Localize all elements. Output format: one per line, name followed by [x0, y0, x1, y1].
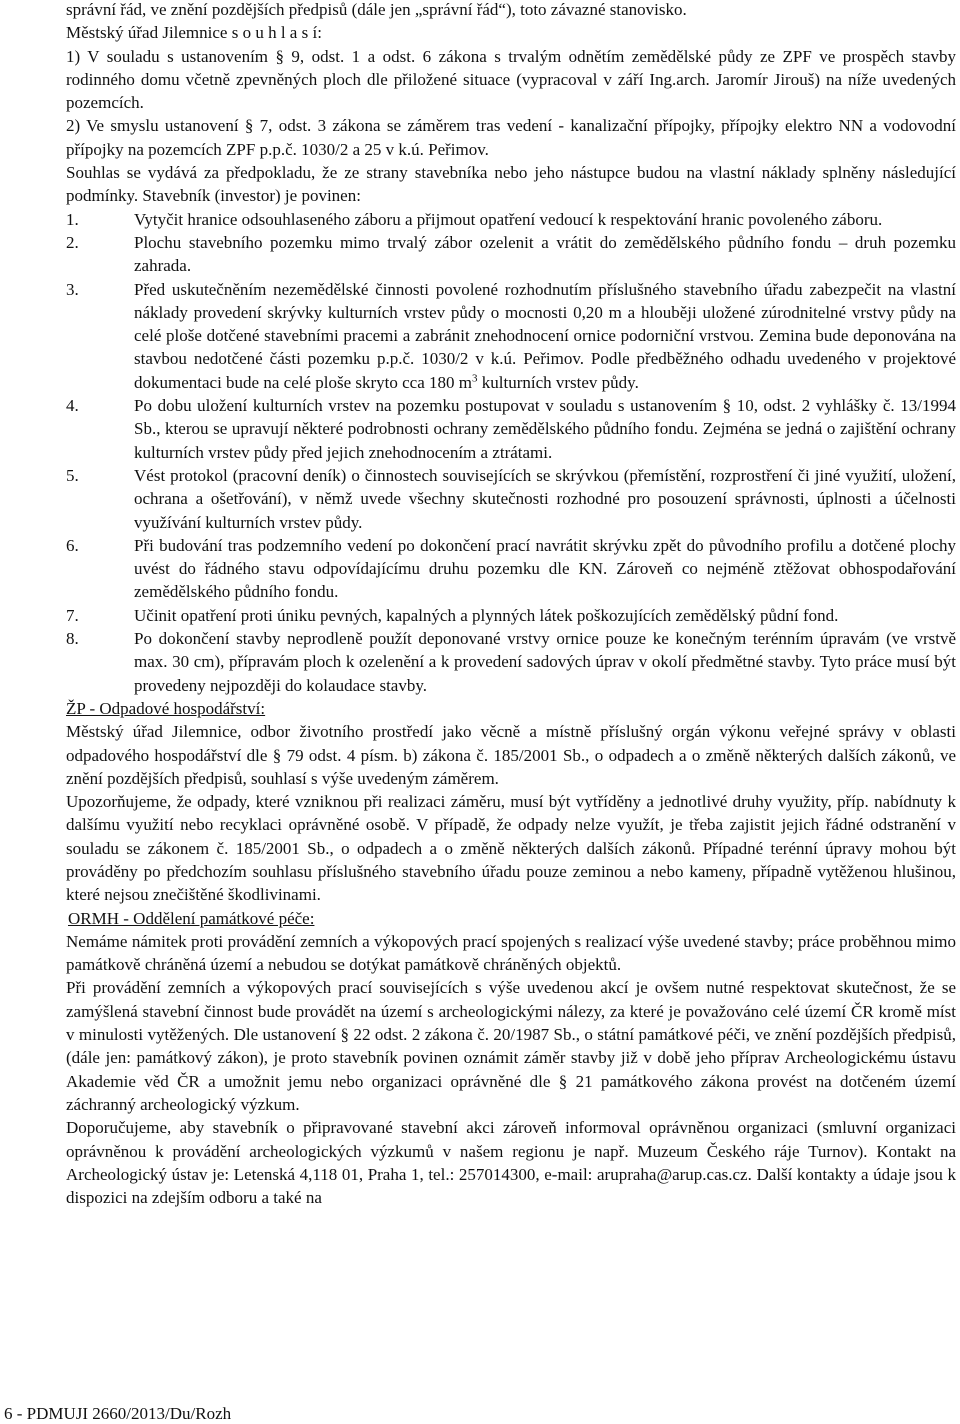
conditions-list: [66, 208, 956, 697]
conditions-intro: Souhlas se vydává za předpokladu, že ze strany stavebníka nebo jeho nástupce budou na vlastní náklady splněny následující podmínky. Stavebník (investor) je povinen:: [66, 163, 956, 206]
condition-item: 6. Při budování tras podzemního vedení po dokončení prací navrátit skrývku zpět do původního profilu a dotčené plochy uvést do řádného stavu odpovídajícímu druhu pozemku dle KN. Zároveň co nejméně ztěžovat obhospodařování zemědělského půdního fondu.: [66, 535, 956, 602]
page-footer-reference: 6 - PDMUJI 2660/2013/Du/Rozh: [4, 1404, 232, 1423]
condition-item: 5. Vést protokol (pracovní deník) o činnostech souvisejících se skrývkou (přemístění, rozprostření či jiné využití, uložení, ochrana a ošetřování), v němž uvede všechny skutečnosti rozhodné pro posouzení správnosti, úplnosti a účelnosti využívání kulturních vrstev půdy.: [66, 465, 956, 532]
waste-heading: ŽP - Odpadové hospodářství:: [66, 698, 266, 718]
waste-paragraph-2: Upozorňujeme, že odpady, které vzniknou při realizaci záměru, musí být vytříděny a jednotlivé druhy využity, příp. nabídnuty k dalšímu využití nebo recyklaci oprávněné osobě. V případě, že odpady nelze využít, je třeba zajistit jejich řádné odstranění v souladu se zákonem č. 185/2001 Sb., o odpadech a o změně některých dalších zákonů. Případné terénní úpravy mohou být prováděny po předchozím souhlasu příslušného stavebního úřadu pouze zeminou a nebo kameny, případně vytěženou hlušinou, které nejsou znečištěné škodlivinami.: [66, 792, 956, 905]
waste-paragraph-1: Městský úřad Jilemnice, odbor životního prostředí jako věcně a místně příslušný orgán výkonu veřejné správy v oblasti odpadového hospodářství dle § 79 odst. 4 písm. b) zákona č. 185/2001 Sb., o odpadech a o změně některých dalších zákonů, ve znění pozdějších předpisů, souhlasí s výše uvedeným záměrem.: [66, 722, 956, 788]
intro-line-1: správní řád, ve znění pozdějších předpisů (dále jen „správní řád“), toto závazné stanovisko.: [66, 0, 687, 19]
condition-item: 1. Vytyčit hranice odsouhlaseného záboru a přijmout opatření vedoucí k respektování hranic povoleného záboru.: [66, 209, 883, 229]
consent-item-1: 1) V souladu s ustanovením § 9, odst. 1 a odst. 6 zákona s trvalým odnětím zemědělské půdy ze ZPF ve prospěch stavby rodinného domu včetně zpevněných ploch dle přiložené situace (vypracoval v září Ing.arch. Jaromír Jirouš) na níže uvedených pozemcích.: [66, 46, 956, 113]
heritage-heading: ORMH - Oddělení památkové péče:: [68, 908, 315, 928]
consent-item-2: 2) Ve smyslu ustanovení § 7, odst. 3 zákona se záměrem tras vedení - kanalizační přípojky, přípojky elektro NN a vodovodní přípojky na pozemcích ZPF p.p.č. 1030/2 a 25 v k.ú. Peřimov.: [66, 116, 956, 159]
heritage-paragraph-2: Při provádění zemních a výkopových prací souvisejících s výše uvedenou akcí je ovšem nutné respektovat skutečnost, že se zamýšlená stavební činnost bude provádět na území s archeologickými nálezy, za které je považováno celé území ČR kromě míst v minulosti vytěžených. Dle ustanovení § 22 odst. 2 zákona č. 20/1987 Sb., o státní památkové péči, ve znění pozdějších předpisů, (dále jen: památkový zákon), je proto stavebník povinen oznámit záměr stavby již v době jeho příprav Archeologickému ústavu Akademie věd ČR a umožnit jemu nebo organizaci oprávněné dle § 21 památkového zákona provést na dotčeném území záchranný archeologický výzkum.: [66, 978, 956, 1114]
condition-item: 8. Po dokončení stavby neprodleně použít deponované vrstvy ornice pouze ke konečným terénním úpravám (ve vrstvě max. 30 cm), přípravám ploch k ozelenění a k provedení sadových úprav v okolí předmětné stavby. Tyto práce musí být provedeny nejpozději do kolaudace stavby.: [66, 629, 956, 695]
intro-line-2: Městský úřad Jilemnice s o u h l a s í:: [66, 23, 322, 43]
condition-item: 4. Po dobu uložení kulturních vrstev na pozemku postupovat v souladu s ustanovením § 10, odst. 2 vyhlášky č. 13/1994 Sb., kterou se upravují některé podrobnosti ochrany zemědělského půdního fondu. Zejména se jedná o zajištění ochrany kulturních vrstev půdy před jejich znehodnocením a ztrátami.: [66, 396, 956, 462]
heritage-paragraph-3: Doporučujeme, aby stavebník o připravované stavební akci zároveň informoval oprávněnou organizaci (smluvní organizaci oprávněnou k provádění archeologických výzkumů v našem regionu je např. Muzeum Českého ráje Turnov). Kontakt na Archeologický ústav je: Letenská 4,118 01, Praha 1, tel.: 257014300, e-mail: arupraha@arup.cas.cz. Další kontakty a údaje jsou k dispozici na zdejším odboru a také na: [66, 1118, 956, 1208]
condition-item: 3. Před uskutečněním nezemědělské činnosti povolené rozhodnutím příslušného stavebního úřadu zabezpečit na vlastní náklady provedení skrývky kulturních vrstev půdy o mocnosti 0,20 m a hlouběji uložené zúrodnitelné vrstvy půdy na celé ploše dotčené stavebními pracemi a zabránit znehodnocení ornice podorniční vrstvou. Zemina bude deponována na stavbou nedotčené části pozemku p.p.č. 1030/2 v k.ú. Peřimov. Podle předběžného odhadu uvedeného v projektové dokumentaci bude na celé ploše skryto cca 180 $m^3$ kulturních vrstev půdy.: [66, 279, 956, 392]
heritage-paragraph-1: Nemáme námitek proti provádění zemních a výkopových prací spojených s realizací výše uvedené stavby; práce proběhnou mimo památkově chráněná území a nebudou se dotýkat památkově chráněných objektů.: [66, 931, 956, 975]
condition-item: 2. Plochu stavebního pozemku mimo trvalý zábor ozelenit a vrátit do zemědělského půdního fondu – druh pozemku zahrada.: [66, 232, 956, 276]
superscript-3: 3: [472, 372, 478, 385]
condition-item: 7. Učinit opatření proti úniku pevných, kapalných a plynných látek poškozujících zemědělský půdní fond.: [66, 605, 839, 625]
document-page: [66, 0, 956, 1209]
